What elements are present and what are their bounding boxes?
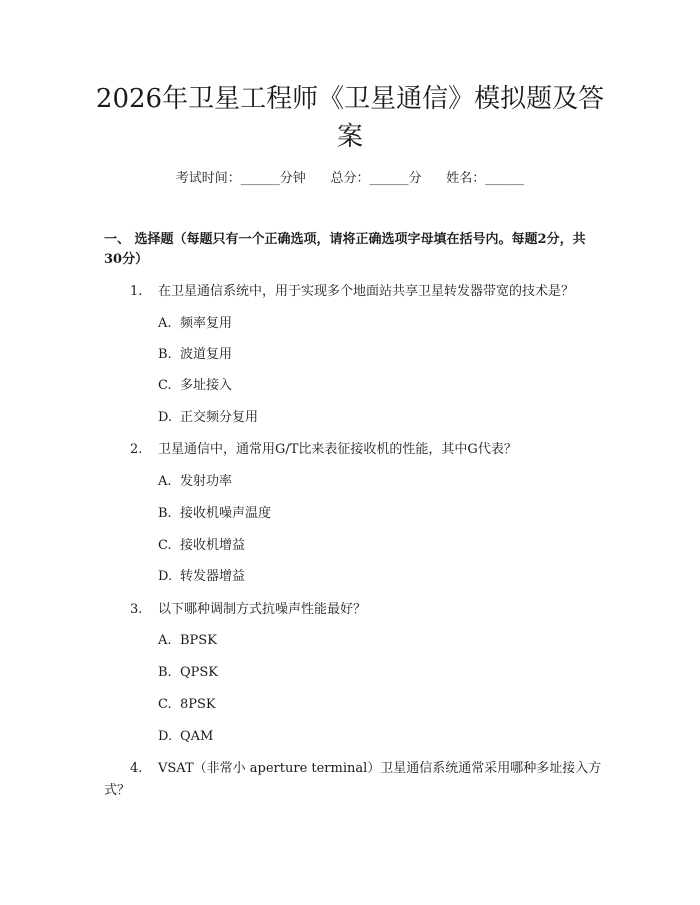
question-3-option-c	[158, 696, 216, 714]
option-letter: D.	[158, 729, 173, 744]
exam-info-line: 考试时间：______分钟 总分：______分 姓名：______	[175, 171, 525, 186]
option-text: QPSK	[180, 665, 219, 680]
section-heading: 一、 选择题（每题只有一个正确选项，请将正确选项字母填在括号内。每题2分，共30分）	[104, 232, 586, 267]
option-letter: B.	[158, 506, 172, 521]
question-2-option-c	[158, 537, 245, 555]
question-number: 4.	[130, 761, 143, 776]
option-letter: A.	[158, 633, 172, 648]
option-letter: C.	[158, 538, 172, 553]
question-1-option-d	[158, 409, 258, 427]
option-text: 接收机噪声温度	[180, 506, 272, 521]
option-letter: A.	[158, 474, 172, 489]
question-3	[130, 600, 366, 620]
question-1	[130, 282, 574, 302]
question-3-option-d	[158, 728, 213, 746]
question-1-option-c	[158, 377, 232, 395]
option-text: 转发器增益	[180, 569, 246, 584]
question-2	[130, 440, 517, 460]
question-number: 2.	[130, 442, 143, 457]
option-letter: C.	[158, 697, 172, 712]
question-text: 在卫星通信系统中，用于实现多个地面站共享卫星转发器带宽的技术是？	[158, 284, 575, 299]
option-text: 多址接入	[180, 378, 233, 393]
option-text: 接收机增益	[180, 538, 246, 553]
option-letter: D.	[158, 410, 173, 425]
question-number: 3.	[130, 602, 143, 617]
option-letter: A.	[158, 316, 172, 331]
option-letter: B.	[158, 347, 172, 362]
option-text: BPSK	[180, 633, 217, 648]
option-text: 波道复用	[180, 347, 233, 362]
question-3-option-a	[158, 632, 217, 650]
question-2-option-b	[158, 505, 271, 523]
question-text: VSAT（非常小 aperture terminal）卫星通信系统通常采用哪种多址接入方式？	[104, 761, 602, 798]
option-letter: C.	[158, 378, 172, 393]
option-text: 频率复用	[180, 316, 233, 331]
page-title: 2026年卫星工程师《卫星通信》模拟题及答案	[95, 84, 605, 152]
question-3-option-b	[158, 664, 218, 682]
option-text: 正交频分复用	[180, 410, 259, 425]
option-text: 发射功率	[180, 474, 233, 489]
option-letter: B.	[158, 665, 172, 680]
question-number: 1.	[130, 284, 143, 299]
question-text: 卫星通信中，通常用G/T比来表征接收机的性能，其中G代表？	[158, 442, 517, 457]
question-1-option-a	[158, 315, 232, 333]
question-text: 以下哪种调制方式抗噪声性能最好？	[158, 602, 367, 617]
option-text: 8PSK	[180, 697, 216, 712]
question-4	[104, 758, 604, 802]
question-2-option-a	[158, 473, 232, 491]
option-letter: D.	[158, 569, 173, 584]
question-1-option-b	[158, 346, 232, 364]
question-2-option-d	[158, 568, 245, 586]
option-text: QAM	[180, 729, 214, 744]
